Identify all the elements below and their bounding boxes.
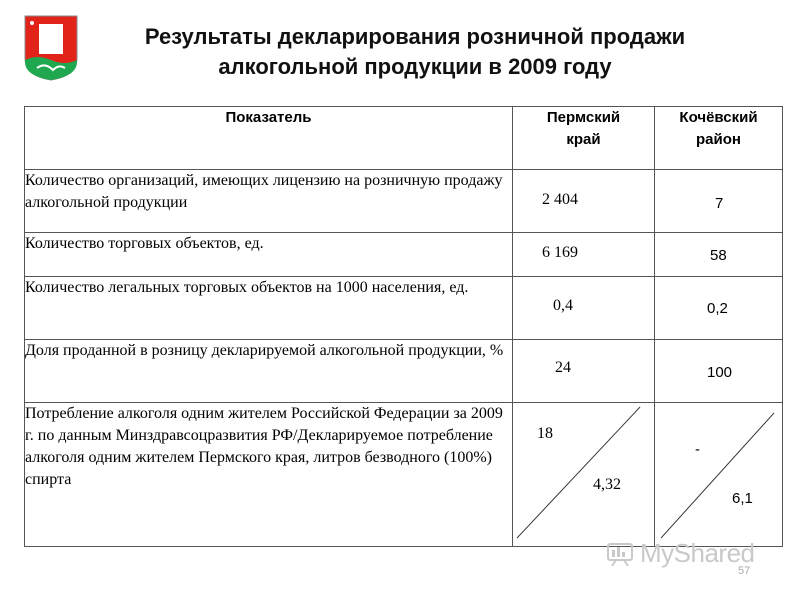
row-3-perm-value [513,277,655,340]
row-4-koch-value [655,340,783,403]
row-3-koch-value [655,277,783,340]
row-2-perm-value [513,233,655,277]
title-line-2: алкогольной продукции в 2009 году [218,54,612,79]
row-1-koch-value [655,170,783,233]
row-5-koch-bottom-text: 6,1 [732,490,753,507]
row-4-perm-text: 24 [555,359,571,376]
row-5-perm-bottom-text: 4,32 [593,476,621,493]
row-2-koch-text: 58 [710,247,727,264]
row-2-perm-text: 6 169 [542,244,578,261]
table-row [25,403,783,547]
row-1-perm-text: 2 404 [542,191,578,208]
row-5-koch-value [655,403,783,547]
row-4-indicator: Доля проданной в розницу декларируемой алкогольной продукции, % [25,340,513,403]
header-perm-line-1: Пермский [546,109,621,126]
row-5-indicator: Потребление алкоголя одним жителем Российской Федерации за 2009 г. по данным Минздравсоцразвития РФ/Декларируемое потребление алкоголя одним жителем Пермского края, литров безводного (100%) спирта [25,403,513,547]
row-4-perm-value [513,340,655,403]
coat-of-arms-emblem [23,14,79,82]
row-1-perm-value [513,170,655,233]
table-row [25,170,783,233]
title-line-1: Результаты декларирования розничной продажи [144,24,686,49]
row-2-indicator: Количество торговых объектов, ед. [25,233,513,277]
header-perm-line-2: край [566,131,601,148]
page-number: 57 [738,565,751,577]
perm-diagonal-divider [513,403,654,546]
header-koch-line-2: район [696,131,741,148]
table-row [25,277,783,340]
table-header-row [25,107,783,170]
row-5-perm-value [513,403,655,547]
table-row [25,233,783,277]
koch-diagonal-divider [655,403,782,546]
myshared-logo-icon [606,538,636,568]
row-2-koch-value [655,233,783,277]
watermark-text: MyShared [640,538,755,568]
row-5-perm-top-text: 18 [537,425,553,442]
row-4-koch-text: 100 [707,364,733,381]
page-title [95,22,735,82]
row-1-koch-text: 7 [715,195,724,212]
row-3-perm-text: 0,4 [553,297,573,314]
header-perm-region [513,107,655,170]
table-row [25,340,783,403]
row-3-koch-text: 0,2 [707,300,728,317]
declaration-results-table [24,106,783,547]
header-indicator: Показатель [25,107,513,170]
row-5-koch-top-text: - [695,441,700,458]
header-koch-district [655,107,783,170]
row-3-indicator: Количество легальных торговых объектов на 1000 населения, ед. [25,277,513,340]
row-1-indicator: Количество организаций, имеющих лицензию на розничную продажу алкогольной продукции [25,170,513,233]
header-koch-line-1: Кочёвский [679,109,758,126]
